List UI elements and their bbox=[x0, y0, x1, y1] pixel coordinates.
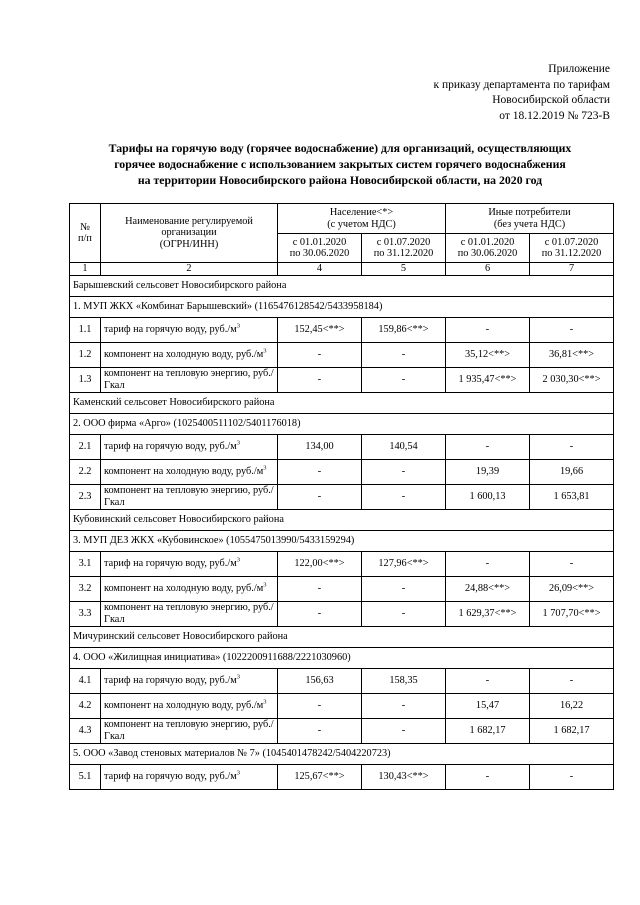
unit-superscript: 3 bbox=[236, 556, 240, 564]
tariff-value: 140,54 bbox=[362, 434, 446, 459]
row-label-text: тариф на горячую воду, руб./м bbox=[104, 770, 237, 782]
col-number: 2 bbox=[101, 263, 278, 276]
organization-row bbox=[70, 296, 614, 317]
section-title: Мичуринский сельсовет Новосибирского района bbox=[70, 626, 614, 647]
tariff-value: - bbox=[362, 693, 446, 718]
unit-superscript: 3 bbox=[263, 464, 267, 472]
row-label bbox=[101, 668, 278, 693]
row-number: 1.3 bbox=[70, 367, 101, 392]
organization-name: 4. ООО «Жилищная инициатива» (1022200911688/2221030960) bbox=[70, 647, 614, 668]
row-number: 4.1 bbox=[70, 668, 101, 693]
row-label-text: компонент на холодную воду, руб./м bbox=[104, 465, 264, 477]
table-row bbox=[70, 484, 614, 509]
row-number: 1.2 bbox=[70, 342, 101, 367]
section-row bbox=[70, 509, 614, 530]
table-row bbox=[70, 601, 614, 626]
row-label bbox=[101, 576, 278, 601]
row-label-text: компонент на холодную воду, руб./м bbox=[104, 582, 264, 594]
tariff-value: 152,45<**> bbox=[278, 317, 362, 342]
tariff-value: 1 682,17 bbox=[530, 718, 614, 743]
col-number: 7 bbox=[530, 263, 614, 276]
row-label bbox=[101, 459, 278, 484]
row-label bbox=[101, 317, 278, 342]
section-row bbox=[70, 626, 614, 647]
tariff-value: - bbox=[530, 317, 614, 342]
row-label bbox=[101, 342, 278, 367]
table-row bbox=[70, 459, 614, 484]
section-title: Барышевский сельсовет Новосибирского района bbox=[70, 275, 614, 296]
tariff-value: 16,22 bbox=[530, 693, 614, 718]
organization-row bbox=[70, 530, 614, 551]
tariff-value: - bbox=[530, 668, 614, 693]
section-title: Кубовинский сельсовет Новосибирского района bbox=[70, 509, 614, 530]
tariff-value: - bbox=[362, 484, 446, 509]
header-population: Население<*> (с учетом НДС) bbox=[278, 204, 446, 234]
tariff-value: - bbox=[362, 342, 446, 367]
appendix-line: Приложение bbox=[548, 63, 610, 75]
tariff-value: 19,39 bbox=[446, 459, 530, 484]
table-row bbox=[70, 668, 614, 693]
table-row bbox=[70, 367, 614, 392]
row-number: 4.3 bbox=[70, 718, 101, 743]
tariff-value: 159,86<**> bbox=[362, 317, 446, 342]
row-number: 3.2 bbox=[70, 576, 101, 601]
tariff-value: - bbox=[446, 551, 530, 576]
tariff-value: - bbox=[530, 434, 614, 459]
row-label bbox=[101, 551, 278, 576]
tariff-value: 156,63 bbox=[278, 668, 362, 693]
organization-name: 2. ООО фирма «Арго» (1025400511102/5401176018) bbox=[70, 413, 614, 434]
section-row bbox=[70, 275, 614, 296]
tariff-value: - bbox=[362, 367, 446, 392]
row-label-text: компонент на холодную воду, руб./м bbox=[104, 348, 264, 360]
table-row bbox=[70, 551, 614, 576]
table-row bbox=[70, 764, 614, 789]
row-number: 5.1 bbox=[70, 764, 101, 789]
organization-row bbox=[70, 743, 614, 764]
tariff-value: - bbox=[446, 434, 530, 459]
row-number: 3.1 bbox=[70, 551, 101, 576]
tariff-value: - bbox=[530, 764, 614, 789]
tariff-table bbox=[69, 203, 614, 790]
unit-superscript: 3 bbox=[236, 673, 240, 681]
tariff-value: 130,43<**> bbox=[362, 764, 446, 789]
row-number: 3.3 bbox=[70, 601, 101, 626]
tariff-value: 24,88<**> bbox=[446, 576, 530, 601]
tariff-value: 134,00 bbox=[278, 434, 362, 459]
row-label bbox=[101, 693, 278, 718]
tariff-value: - bbox=[278, 342, 362, 367]
tariff-value: 36,81<**> bbox=[530, 342, 614, 367]
row-number: 2.3 bbox=[70, 484, 101, 509]
col-number: 5 bbox=[362, 263, 446, 276]
tariff-value: - bbox=[446, 764, 530, 789]
title-line: Тарифы на горячую воду (горячее водоснабжение) для организаций, осуществляющих bbox=[108, 141, 572, 155]
header-num: № п/п bbox=[70, 204, 101, 263]
row-label bbox=[101, 434, 278, 459]
appendix-line: Новосибирской области bbox=[492, 94, 610, 106]
table-row bbox=[70, 718, 614, 743]
tariff-value: - bbox=[278, 459, 362, 484]
unit-superscript: 3 bbox=[236, 439, 240, 447]
unit-superscript: 3 bbox=[236, 769, 240, 777]
tariff-value: 19,66 bbox=[530, 459, 614, 484]
tariff-value: - bbox=[362, 718, 446, 743]
row-label-text: тариф на горячую воду, руб./м bbox=[104, 674, 237, 686]
row-label-text: компонент на тепловую энергию, руб./Гкал bbox=[104, 368, 274, 391]
row-number: 2.2 bbox=[70, 459, 101, 484]
unit-superscript: 3 bbox=[236, 322, 240, 330]
tariff-value: 15,47 bbox=[446, 693, 530, 718]
col-number: 1 bbox=[70, 263, 101, 276]
table-row bbox=[70, 693, 614, 718]
section-row bbox=[70, 392, 614, 413]
row-label-text: компонент на тепловую энергию, руб./Гкал bbox=[104, 602, 274, 625]
tariff-value: - bbox=[446, 317, 530, 342]
tariff-value: - bbox=[446, 668, 530, 693]
header-name: Наименование регулируемой организации (ОГРН/ИНН) bbox=[101, 204, 278, 263]
tariff-value: - bbox=[278, 367, 362, 392]
unit-superscript: 3 bbox=[263, 347, 267, 355]
row-label-text: компонент на тепловую энергию, руб./Гкал bbox=[104, 485, 274, 508]
section-title: Каменский сельсовет Новосибирского района bbox=[70, 392, 614, 413]
tariff-value: 122,00<**> bbox=[278, 551, 362, 576]
document-title bbox=[70, 140, 610, 188]
tariff-value: 1 629,37<**> bbox=[446, 601, 530, 626]
tariff-value: 1 935,47<**> bbox=[446, 367, 530, 392]
unit-superscript: 3 bbox=[263, 581, 267, 589]
row-label-text: тариф на горячую воду, руб./м bbox=[104, 323, 237, 335]
organization-name: 5. ООО «Завод стеновых материалов № 7» (1045401478242/5404220723) bbox=[70, 743, 614, 764]
title-line: на территории Новосибирского района Новосибирской области, на 2020 год bbox=[137, 173, 543, 187]
row-label-text: тариф на горячую воду, руб./м bbox=[104, 440, 237, 452]
col-number: 4 bbox=[278, 263, 362, 276]
tariff-value: 125,67<**> bbox=[278, 764, 362, 789]
row-label-text: компонент на тепловую энергию, руб./Гкал bbox=[104, 719, 274, 742]
row-label bbox=[101, 718, 278, 743]
table-row bbox=[70, 576, 614, 601]
tariff-value: 35,12<**> bbox=[446, 342, 530, 367]
header-period: с 01.01.2020 по 30.06.2020 bbox=[278, 234, 362, 263]
header-period: с 01.07.2020 по 31.12.2020 bbox=[362, 234, 446, 263]
tariff-value: - bbox=[278, 576, 362, 601]
table-row bbox=[70, 434, 614, 459]
tariff-value: 2 030,30<**> bbox=[530, 367, 614, 392]
tariff-value: 1 707,70<**> bbox=[530, 601, 614, 626]
unit-superscript: 3 bbox=[263, 698, 267, 706]
row-label bbox=[101, 764, 278, 789]
row-number: 2.1 bbox=[70, 434, 101, 459]
tariff-value: - bbox=[362, 576, 446, 601]
organization-name: 3. МУП ДЕЗ ЖКХ «Кубовинское» (1055475013990/5433159294) bbox=[70, 530, 614, 551]
row-number: 4.2 bbox=[70, 693, 101, 718]
table-row bbox=[70, 317, 614, 342]
row-label-text: тариф на горячую воду, руб./м bbox=[104, 557, 237, 569]
tariff-value: - bbox=[278, 718, 362, 743]
header-others: Иные потребители (без учета НДС) bbox=[446, 204, 614, 234]
row-label bbox=[101, 601, 278, 626]
tariff-value: 1 653,81 bbox=[530, 484, 614, 509]
row-number: 1.1 bbox=[70, 317, 101, 342]
tariff-value: 1 682,17 bbox=[446, 718, 530, 743]
appendix-line: к приказу департамента по тарифам bbox=[433, 78, 610, 91]
tariff-value: 127,96<**> bbox=[362, 551, 446, 576]
organization-name: 1. МУП ЖКХ «Комбинат Барышевский» (1165476128542/5433958184) bbox=[70, 296, 614, 317]
tariff-value: 1 600,13 bbox=[446, 484, 530, 509]
tariff-value: - bbox=[278, 693, 362, 718]
col-number: 6 bbox=[446, 263, 530, 276]
title-line: горячее водоснабжение с использованием закрытых систем горячего водоснабжения bbox=[114, 157, 566, 171]
table-row bbox=[70, 342, 614, 367]
appendix-line: от 18.12.2019 № 723-В bbox=[499, 109, 610, 122]
tariff-value: - bbox=[278, 484, 362, 509]
row-label-text: компонент на холодную воду, руб./м bbox=[104, 699, 264, 711]
tariff-value: - bbox=[362, 601, 446, 626]
tariff-value: - bbox=[278, 601, 362, 626]
row-label bbox=[101, 367, 278, 392]
organization-row bbox=[70, 647, 614, 668]
tariff-value: - bbox=[362, 459, 446, 484]
tariff-value: 26,09<**> bbox=[530, 576, 614, 601]
appendix-block bbox=[350, 62, 610, 124]
header-period: с 01.07.2020 по 31.12.2020 bbox=[530, 234, 614, 263]
header-period: с 01.01.2020 по 30.06.2020 bbox=[446, 234, 530, 263]
tariff-value: 158,35 bbox=[362, 668, 446, 693]
organization-row bbox=[70, 413, 614, 434]
tariff-value: - bbox=[530, 551, 614, 576]
row-label bbox=[101, 484, 278, 509]
